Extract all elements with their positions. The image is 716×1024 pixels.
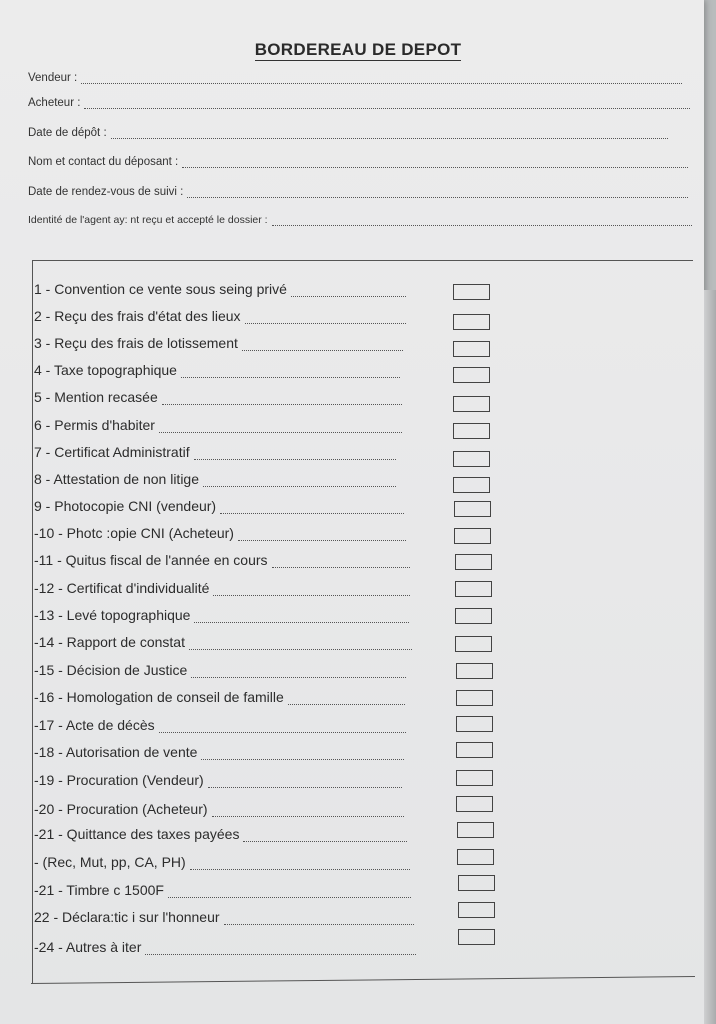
checklist-item-label: 8 - Attestation de non litige [34,471,199,487]
checklist-checkbox[interactable] [456,770,493,786]
checklist-item-label: -18 - Autorisation de vente [34,744,198,760]
checklist-checkbox[interactable] [457,822,494,838]
field-date-depot[interactable] [28,127,668,139]
checklist-checkbox[interactable] [454,528,491,544]
checklist-item [34,362,400,378]
checklist-checkbox[interactable] [456,796,493,812]
checklist-item [34,281,406,297]
checklist-item [34,634,412,650]
checklist-item [34,717,406,733]
checklist-item-label: -17 - Acte de décès [34,717,155,733]
checklist-checkbox[interactable] [455,608,492,624]
checklist-checkbox[interactable] [457,849,494,865]
field-label: Identité de l'agent ay: nt reçu et accepté le dossier : [28,214,268,226]
checklist-item-label: 22 - Déclara:tic i sur l'honneur [34,909,220,925]
checklist-checkbox[interactable] [458,875,495,891]
checklist-item-label: - (Rec, Mut, pp, CA, PH) [34,854,186,870]
checklist-checkbox[interactable] [453,284,490,300]
field-date-rendez-vous[interactable] [28,186,688,198]
checklist-item-label: -20 - Procuration (Acheteur) [34,801,208,817]
checklist-item [34,909,414,925]
checklist-checkbox[interactable] [453,396,490,412]
checklist-item-label: -12 - Certificat d'individualité [34,580,210,596]
checklist-item [34,525,406,541]
checklist-item-label: -14 - Rapport de constat [34,634,185,650]
checklist-item-label: 9 - Photocopie CNI (vendeur) [34,498,217,514]
checklist-item-label: 2 - Reçu des frais d'état des lieux [34,308,241,324]
checklist-checkbox[interactable] [458,929,495,945]
checklist-item-label: -11 - Quitus fiscal de l'année en cours [34,552,268,568]
document-title [0,40,716,60]
field-acheteur[interactable] [28,97,690,109]
checklist-checkbox[interactable] [454,501,491,517]
checklist-item-label: 5 - Mention recasée [34,389,158,405]
checklist-item [34,335,403,351]
field-nom-contact-deposant[interactable] [28,156,688,168]
checklist-checkbox[interactable] [455,581,492,597]
checklist-checkbox[interactable] [453,367,490,383]
checklist-item [34,308,406,324]
checklist-item [34,744,404,760]
checklist-checkbox[interactable] [455,636,492,652]
checklist-item [34,801,404,817]
checklist-item-label: 3 - Reçu des frais de lotissement [34,335,238,351]
field-vendeur[interactable] [28,72,682,84]
checklist-item [34,417,402,433]
field-label: Acheteur : [28,97,81,109]
checklist-item [34,662,406,678]
checklist-checkbox[interactable] [455,554,492,570]
field-label: Date de dépôt : [28,127,107,139]
checklist-item [34,772,402,788]
page-edge-shadow [704,290,716,1024]
field-label: Vendeur : [28,72,78,84]
field-identite-agent[interactable] [28,214,692,226]
checklist-item-label: -16 - Homologation de conseil de famille [34,689,284,705]
checklist-checkbox[interactable] [453,477,490,493]
checklist-item-label: -10 - Photc :opie CNI (Acheteur) [34,525,234,541]
checklist-item [34,826,407,842]
document-title-text: BORDEREAU DE DEPOT [254,40,462,59]
checklist-item [34,939,416,955]
checklist-item [34,552,410,568]
checklist-item-label: -19 - Procuration (Vendeur) [34,772,204,788]
checklist-item [34,607,409,623]
checklist-checkbox[interactable] [453,314,490,330]
checklist-checkbox[interactable] [456,663,493,679]
checklist-item [34,854,410,870]
checklist-item [34,882,411,898]
checklist-item-label: 4 - Taxe topographique [34,362,177,378]
checklist-checkbox[interactable] [456,716,493,732]
field-label: Nom et contact du déposant : [28,156,179,168]
checklist-item [34,389,402,405]
checklist-item [34,580,410,596]
checklist-item-label: -21 - Timbre c 1500F [34,882,164,898]
checklist-item-label: 1 - Convention ce vente sous seing privé [34,281,287,297]
checklist-item-label: -24 - Autres à iter [34,939,142,955]
checklist-item [34,498,404,514]
checklist-checkbox[interactable] [458,902,495,918]
checklist-item-label: -21 - Quittance des taxes payées [34,826,240,842]
checklist-item [34,689,405,705]
checklist-item-label: 7 - Certificat Administratif [34,444,190,460]
checklist-checkbox[interactable] [456,690,493,706]
checklist-checkbox[interactable] [453,451,490,467]
checklist-item [34,471,396,487]
field-label: Date de rendez-vous de suivi : [28,186,184,198]
checklist-item [34,444,396,460]
checklist-item-label: 6 - Permis d'habiter [34,417,155,433]
checklist-checkbox[interactable] [453,341,490,357]
checklist-item-label: -15 - Décision de Justice [34,662,188,678]
checklist-checkbox[interactable] [456,742,493,758]
checklist-checkbox[interactable] [453,423,490,439]
checklist-item-label: -13 - Levé topographique [34,607,191,623]
